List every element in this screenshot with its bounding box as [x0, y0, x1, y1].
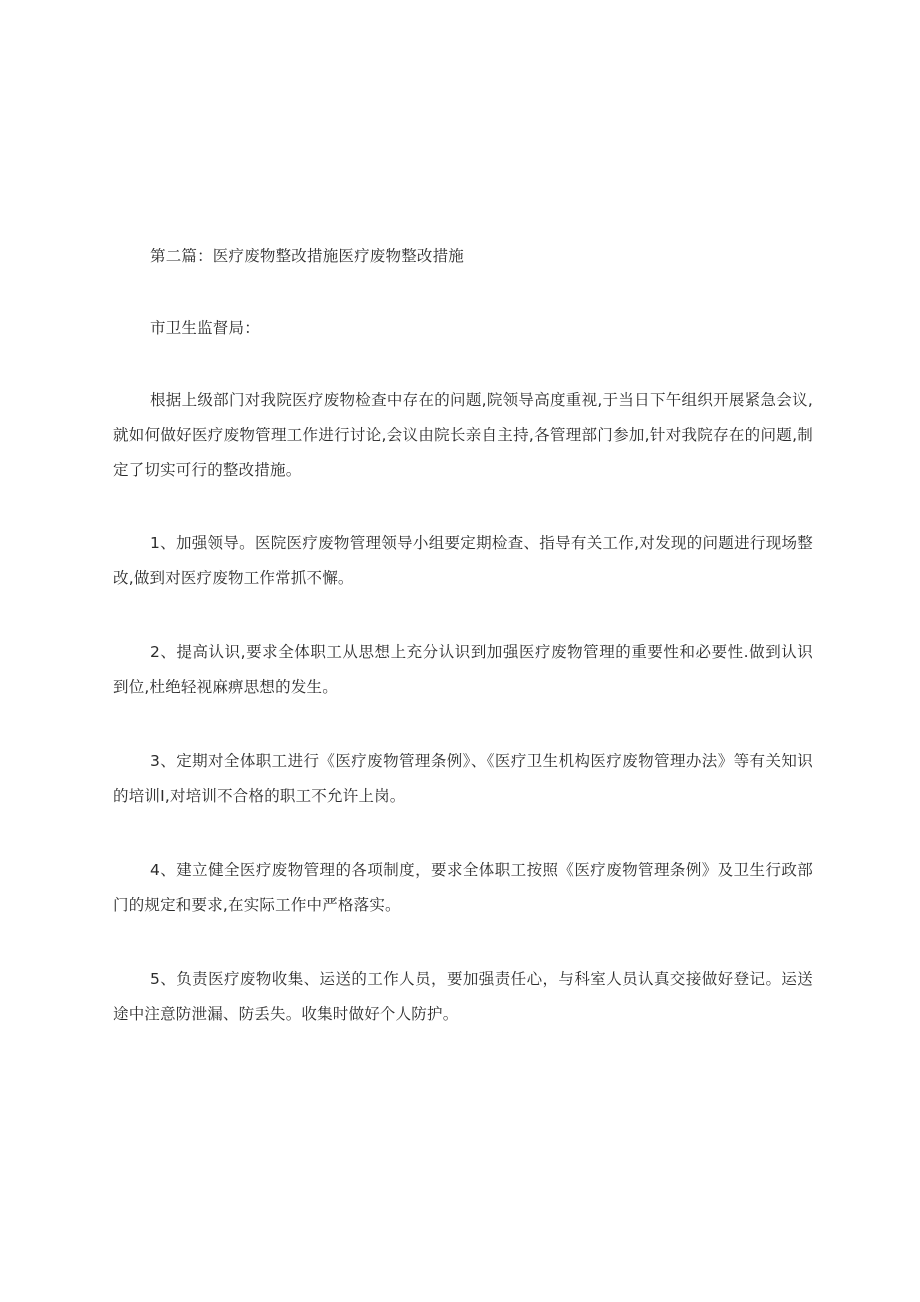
measure-item: 1、加强领导。医院医疗废物管理领导小组要定期检查、指导有关工作,对发现的问题进行现场整改,做到对医疗废物工作常抓不懈。 [113, 534, 813, 587]
intro-paragraph: 根据上级部门对我院医疗废物检查中存在的问题,院领导高度重视,于当日下午组织开展紧急会议,就如何做好医疗废物管理工作进行讨论,会议由院长亲自主持,各管理部门参加,针对我院存在的问题,制定了切实可行的整改措施。 [113, 391, 813, 479]
document-title: 第二篇：医疗废物整改措施医疗废物整改措施 [150, 247, 465, 265]
measure-item: 4、建立健全医疗废物管理的各项制度，要求全体职工按照《医疗废物管理条例》及卫生行政部门的规定和要求,在实际工作中严格落实。 [113, 861, 813, 914]
addressee: 市卫生监督局： [150, 319, 260, 337]
measure-item: 5、负责医疗废物收集、运送的工作人员，要加强责任心，与科室人员认真交接做好登记。运送途中注意防泄漏、防丢失。收集时做好个人防护。 [113, 970, 813, 1023]
measure-item: 3、定期对全体职工进行《医疗废物管理条例》、《医疗卫生机构医疗废物管理办法》等有关知识的培训I,对培训不合格的职工不允许上岗。 [113, 752, 813, 805]
document-body [113, 239, 813, 1032]
measure-item: 2、提高认识,要求全体职工从思想上充分认识到加强医疗废物管理的重要性和必要性.做到认识到位,杜绝轻视麻痹思想的发生。 [113, 643, 813, 696]
